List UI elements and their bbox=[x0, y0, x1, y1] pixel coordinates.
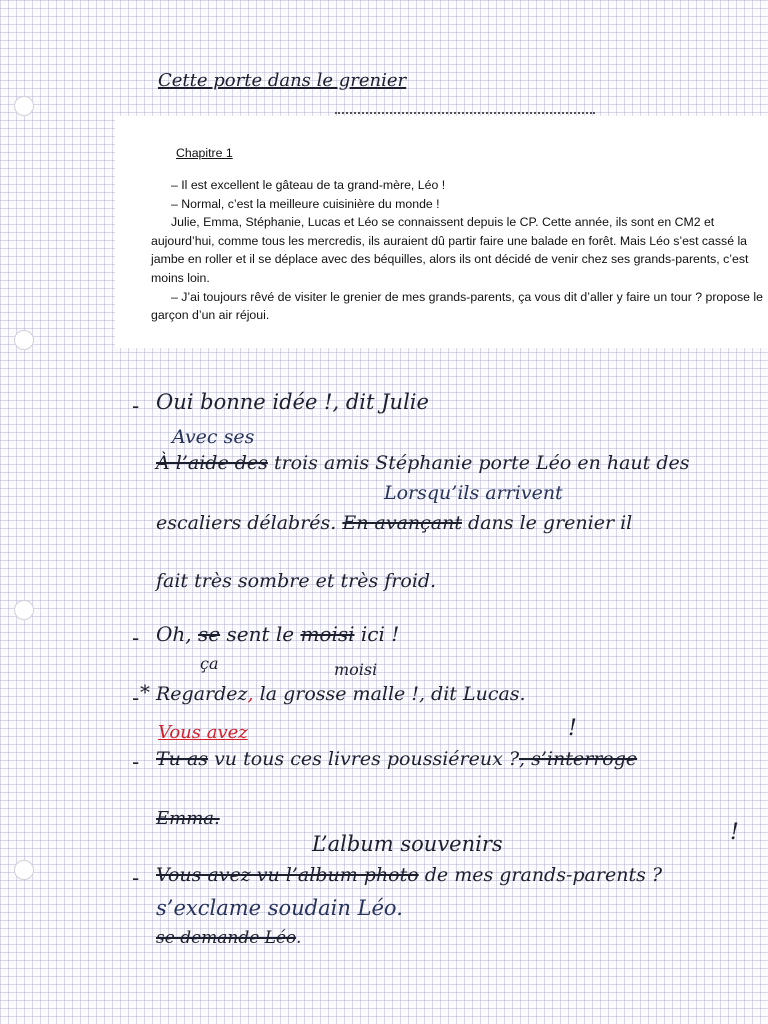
insertion-text: Lorsqu’ils arrivent bbox=[384, 482, 563, 504]
handwritten-line-10: s’exclame soudain Léo. bbox=[156, 896, 403, 920]
handwritten-line-9: Vous avez vu l’album photo de mes grands-parents ? bbox=[156, 864, 663, 886]
handwritten-line-6: Regardez, la grosse malle !, dit Lucas. bbox=[156, 683, 526, 705]
insertion-text: moisi bbox=[334, 660, 378, 679]
struck-text: se bbox=[198, 622, 221, 646]
punctuation-mark: ! bbox=[730, 820, 739, 845]
handwritten-line-8 bbox=[156, 808, 220, 829]
handwritten-line-4: fait très sombre et très froid. bbox=[156, 570, 437, 592]
handwritten-line-1: Oui bonne idée !, dit Julie bbox=[156, 390, 429, 414]
struck-text: se demande Léo bbox=[156, 928, 296, 948]
narration-paragraph: Julie, Emma, Stéphanie, Lucas et Léo se connaissent depuis le CP. Cette année, ils sont en CM2 et aujourd’hui, comme tous les mercredis, ils auraient dû partir faire une balade en forêt. Mais Léo s’est cassé la jambe en roller et il se déplace avec des béquilles, alors ils ont décidé de venir chez ses grands-parents, c’est moins loin. bbox=[151, 215, 749, 285]
struck-text: Tu as bbox=[156, 748, 209, 770]
handwritten-line-11: se demande Léo. bbox=[156, 928, 302, 948]
chapter-heading: Chapitre 1 bbox=[176, 146, 233, 160]
insertion-text: Avec ses bbox=[172, 426, 255, 448]
red-correction: Vous avez bbox=[158, 722, 248, 743]
excerpt-body bbox=[151, 176, 763, 325]
struck-text: À l’aide des bbox=[156, 452, 268, 474]
dialogue-dash: - bbox=[132, 686, 140, 710]
handwritten-title: Cette porte dans le grenier bbox=[158, 70, 407, 91]
dialogue-line: – J’ai toujours rêvé de visiter le grenier de mes grands-parents, ça vous dit d’aller y faire un tour ? propose le garçon d’un air réjoui. bbox=[151, 289, 763, 323]
dialogue-line: – Normal, c’est la meilleure cuisinière du monde ! bbox=[171, 196, 440, 211]
handwritten-line-2: À l’aide des trois amis Stéphanie porte Léo en haut des bbox=[156, 452, 690, 474]
insertion-text: L’album souvenirs bbox=[312, 832, 503, 856]
struck-text: moisi bbox=[300, 622, 355, 646]
struck-text: , s’interroge bbox=[519, 748, 638, 770]
dialogue-dash: - bbox=[132, 626, 140, 650]
printed-excerpt bbox=[115, 116, 768, 348]
handwritten-line-7: Tu as vu tous ces livres poussiéreux ?, s’interroge bbox=[156, 748, 638, 770]
struck-text: En avançant bbox=[342, 512, 462, 534]
dialogue-line: – Il est excellent le gâteau de ta grand-mère, Léo ! bbox=[171, 178, 446, 192]
dialogue-dash: - bbox=[132, 866, 140, 890]
handwritten-line-5: Oh, se sent le moisi ici ! bbox=[156, 622, 400, 646]
dialogue-dash: - bbox=[132, 394, 140, 418]
dialogue-dash: - bbox=[132, 750, 140, 774]
struck-text: Emma. bbox=[156, 808, 220, 829]
handwritten-line-3: escaliers délabrés. En avançant dans le grenier il bbox=[156, 512, 633, 534]
correction-mark: * bbox=[140, 680, 150, 704]
insertion-text: ça bbox=[200, 654, 219, 673]
punctuation-mark: ! bbox=[568, 716, 577, 741]
struck-text: Vous avez vu l’album photo bbox=[156, 864, 419, 886]
